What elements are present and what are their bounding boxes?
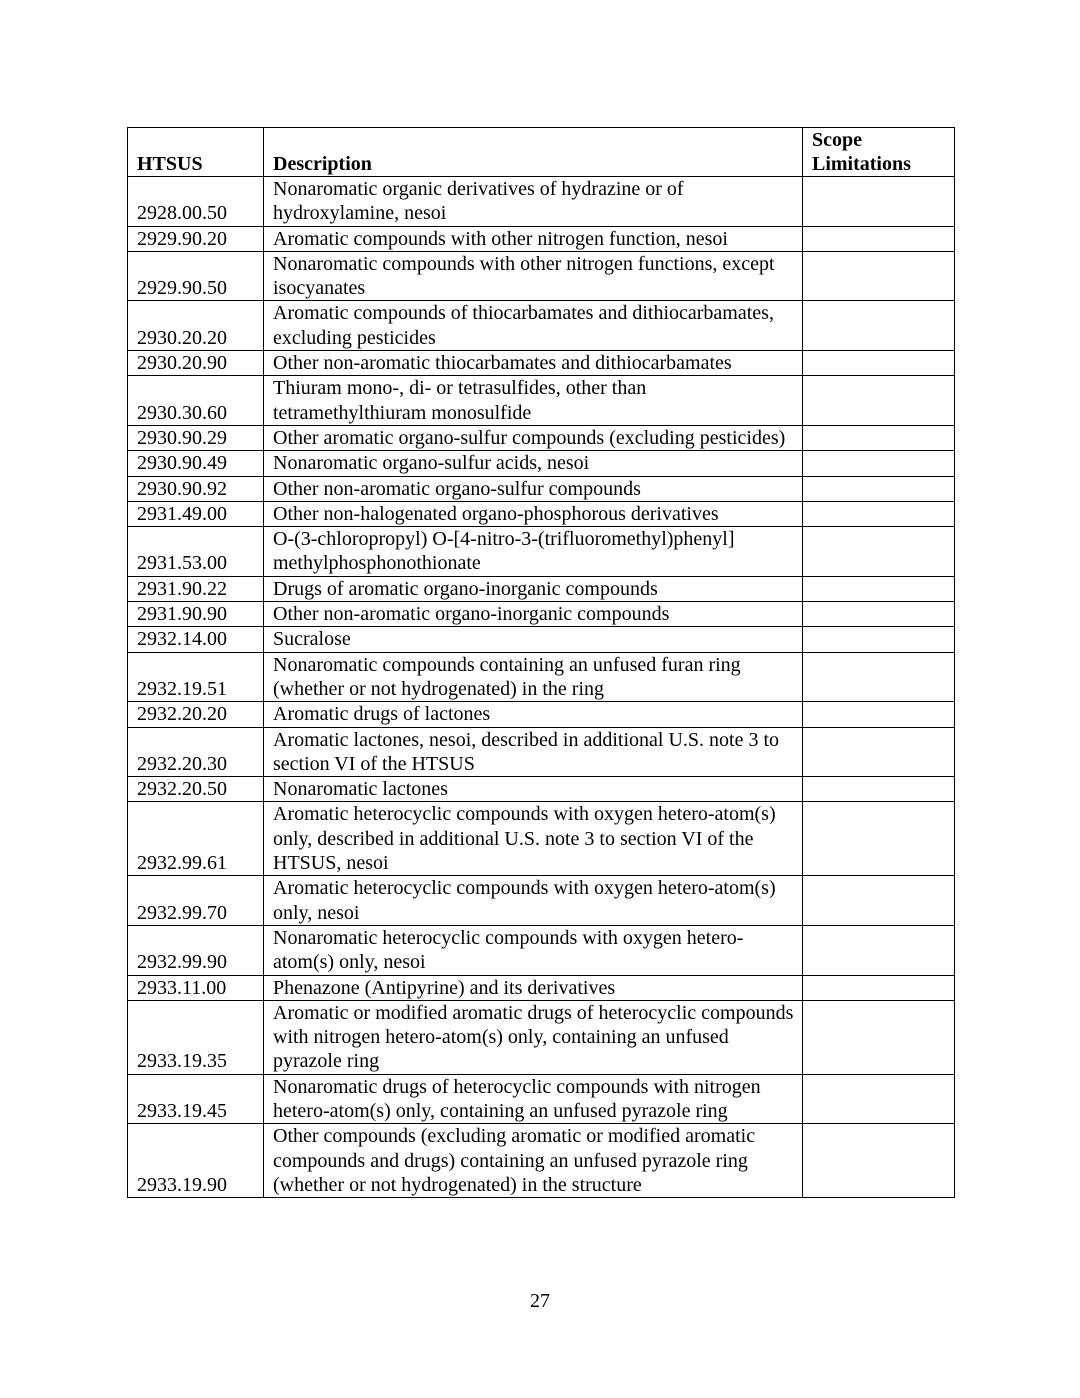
scope-limitations-cell <box>803 602 955 627</box>
description-cell: Nonaromatic compounds containing an unfused furan ring (whether or not hydrogenated) in the ring <box>264 652 803 702</box>
table-row <box>128 727 955 777</box>
table-row <box>128 802 955 876</box>
scope-limitations-cell <box>803 177 955 227</box>
scope-limitations-cell <box>803 702 955 727</box>
table-row <box>128 226 955 251</box>
scope-limitations-cell <box>803 451 955 476</box>
description-cell: Nonaromatic drugs of heterocyclic compounds with nitrogen hetero-atom(s) only, containing an unfused pyrazole ring <box>264 1074 803 1124</box>
description-cell: Nonaromatic organo-sulfur acids, nesoi <box>264 451 803 476</box>
header-scope-limitations: Scope Limitations <box>803 128 955 177</box>
htsus-code-cell: 2933.11.00 <box>128 975 264 1000</box>
htsus-code-cell: 2932.19.51 <box>128 652 264 702</box>
table-row <box>128 652 955 702</box>
htsus-code-cell: 2932.99.90 <box>128 925 264 975</box>
scope-limitations-cell <box>803 576 955 601</box>
scope-limitations-cell <box>803 652 955 702</box>
table-row <box>128 1000 955 1074</box>
scope-limitations-cell <box>803 1074 955 1124</box>
description-cell: Aromatic or modified aromatic drugs of heterocyclic compounds with nitrogen hetero-atom(s) only, containing an unfused pyrazole ring <box>264 1000 803 1074</box>
htsus-code-cell: 2931.49.00 <box>128 501 264 526</box>
table-row <box>128 177 955 227</box>
htsus-code-cell: 2931.90.90 <box>128 602 264 627</box>
description-cell: Nonaromatic heterocyclic compounds with oxygen hetero-atom(s) only, nesoi <box>264 925 803 975</box>
description-cell: O-(3-chloropropyl) O-[4-nitro-3-(trifluoromethyl)phenyl] methylphosphonothionate <box>264 527 803 577</box>
table-row <box>128 301 955 351</box>
table-header <box>128 128 955 177</box>
scope-limitations-cell <box>803 777 955 802</box>
table-row <box>128 476 955 501</box>
table-row <box>128 627 955 652</box>
htsus-code-cell: 2932.99.61 <box>128 802 264 876</box>
htsus-code-cell: 2932.20.30 <box>128 727 264 777</box>
table-row <box>128 501 955 526</box>
description-cell: Aromatic compounds of thiocarbamates and dithiocarbamates, excluding pesticides <box>264 301 803 351</box>
htsus-code-cell: 2933.19.90 <box>128 1124 264 1198</box>
description-cell: Other non-aromatic organo-inorganic compounds <box>264 602 803 627</box>
scope-limitations-cell <box>803 802 955 876</box>
description-cell: Other non-halogenated organo-phosphorous derivatives <box>264 501 803 526</box>
htsus-code-cell: 2930.30.60 <box>128 376 264 426</box>
scope-limitations-cell <box>803 527 955 577</box>
description-cell: Phenazone (Antipyrine) and its derivatives <box>264 975 803 1000</box>
header-htsus: HTSUS <box>128 128 264 177</box>
description-cell: Other aromatic organo-sulfur compounds (excluding pesticides) <box>264 425 803 450</box>
table-body <box>128 177 955 1198</box>
htsus-code-cell: 2930.20.20 <box>128 301 264 351</box>
description-cell: Aromatic drugs of lactones <box>264 702 803 727</box>
table-row <box>128 777 955 802</box>
description-cell: Other non-aromatic organo-sulfur compounds <box>264 476 803 501</box>
description-cell: Other non-aromatic thiocarbamates and dithiocarbamates <box>264 351 803 376</box>
page-number: 27 <box>530 1290 550 1312</box>
table-row <box>128 1124 955 1198</box>
scope-limitations-cell <box>803 376 955 426</box>
htsus-code-cell: 2932.20.50 <box>128 777 264 802</box>
scope-limitations-cell <box>803 251 955 301</box>
description-cell: Thiuram mono-, di- or tetrasulfides, other than tetramethylthiuram monosulfide <box>264 376 803 426</box>
table-row <box>128 876 955 926</box>
description-cell: Nonaromatic lactones <box>264 777 803 802</box>
htsus-code-cell: 2930.90.92 <box>128 476 264 501</box>
description-cell: Aromatic lactones, nesoi, described in additional U.S. note 3 to section VI of the HTSUS <box>264 727 803 777</box>
table-row <box>128 376 955 426</box>
scope-limitations-cell <box>803 1124 955 1198</box>
scope-limitations-cell <box>803 226 955 251</box>
table-row <box>128 925 955 975</box>
htsus-code-cell: 2933.19.45 <box>128 1074 264 1124</box>
description-cell: Drugs of aromatic organo-inorganic compounds <box>264 576 803 601</box>
scope-limitations-cell <box>803 925 955 975</box>
table-row <box>128 1074 955 1124</box>
table-row <box>128 602 955 627</box>
scope-limitations-cell <box>803 727 955 777</box>
scope-limitations-cell <box>803 501 955 526</box>
table-row <box>128 351 955 376</box>
scope-limitations-cell <box>803 876 955 926</box>
table-row <box>128 527 955 577</box>
htsus-code-cell: 2932.14.00 <box>128 627 264 652</box>
description-cell: Nonaromatic organic derivatives of hydrazine or of hydroxylamine, nesoi <box>264 177 803 227</box>
htsus-code-cell: 2932.99.70 <box>128 876 264 926</box>
scope-limitations-cell <box>803 301 955 351</box>
table-row <box>128 425 955 450</box>
description-cell: Aromatic heterocyclic compounds with oxygen hetero-atom(s) only, nesoi <box>264 876 803 926</box>
scope-limitations-cell <box>803 425 955 450</box>
htsus-code-cell: 2933.19.35 <box>128 1000 264 1074</box>
htsus-code-cell: 2930.90.29 <box>128 425 264 450</box>
htsus-code-cell: 2931.90.22 <box>128 576 264 601</box>
htsus-code-cell: 2930.20.90 <box>128 351 264 376</box>
description-cell: Aromatic heterocyclic compounds with oxygen hetero-atom(s) only, described in additional U.S. note 3 to section VI of the HTSUS, nesoi <box>264 802 803 876</box>
scope-limitations-cell <box>803 476 955 501</box>
htsus-code-cell: 2929.90.50 <box>128 251 264 301</box>
table-row <box>128 251 955 301</box>
description-cell: Other compounds (excluding aromatic or modified aromatic compounds and drugs) containing an unfused pyrazole ring (whether or not hydrogenated) in the structure <box>264 1124 803 1198</box>
htsus-code-cell: 2930.90.49 <box>128 451 264 476</box>
htsus-code-cell: 2928.00.50 <box>128 177 264 227</box>
table-row <box>128 702 955 727</box>
description-cell: Nonaromatic compounds with other nitrogen functions, except isocyanates <box>264 251 803 301</box>
header-description: Description <box>264 128 803 177</box>
table-row <box>128 975 955 1000</box>
scope-limitations-cell <box>803 975 955 1000</box>
description-cell: Aromatic compounds with other nitrogen function, nesoi <box>264 226 803 251</box>
table-row <box>128 451 955 476</box>
description-cell: Sucralose <box>264 627 803 652</box>
scope-limitations-cell <box>803 351 955 376</box>
table-row <box>128 576 955 601</box>
htsus-code-cell: 2932.20.20 <box>128 702 264 727</box>
htsus-table <box>127 127 955 1198</box>
scope-limitations-cell <box>803 627 955 652</box>
htsus-code-cell: 2929.90.20 <box>128 226 264 251</box>
htsus-code-cell: 2931.53.00 <box>128 527 264 577</box>
scope-limitations-cell <box>803 1000 955 1074</box>
